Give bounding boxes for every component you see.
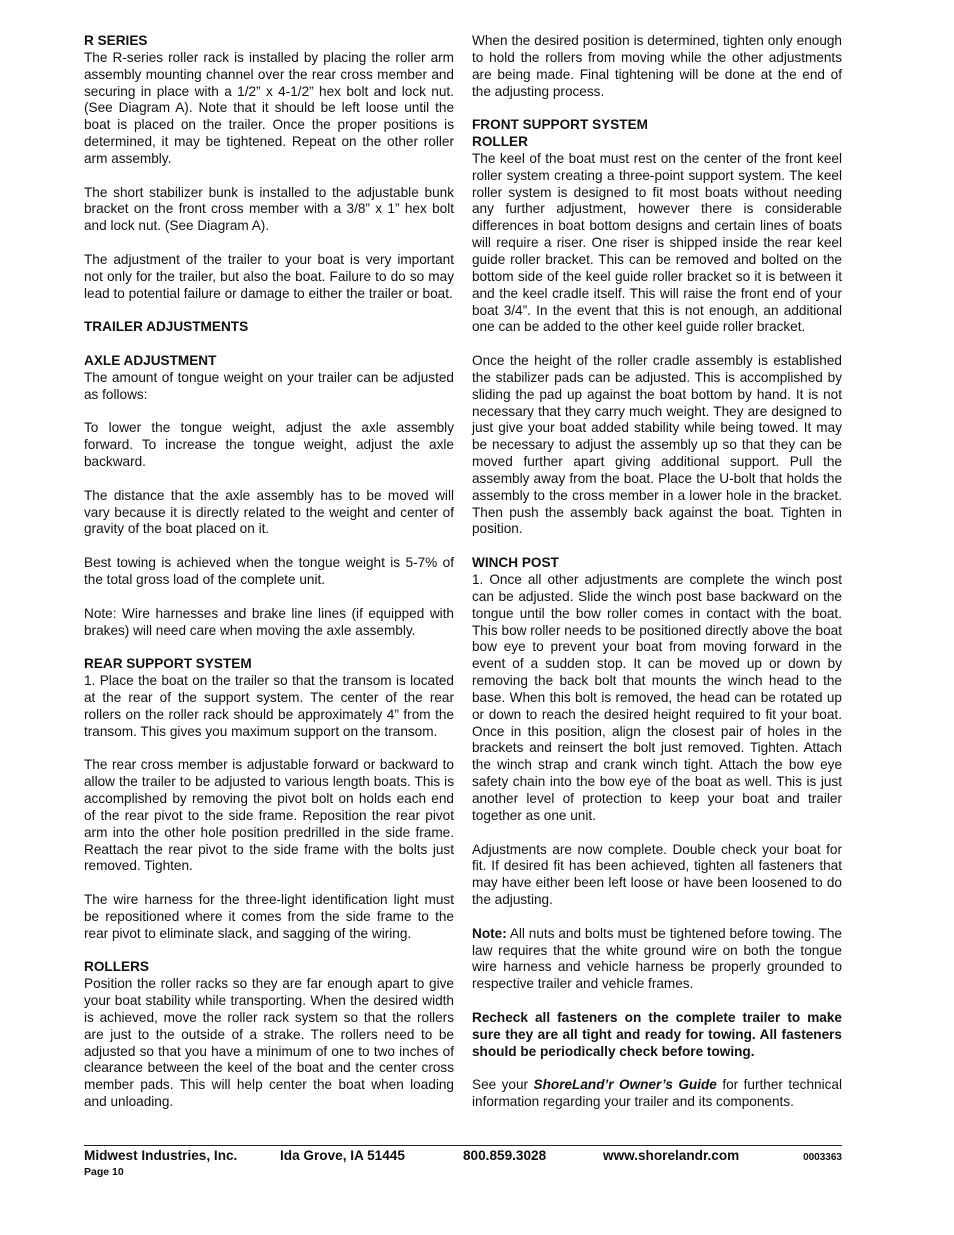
axle-paragraph-3: The distance that the axle assembly has to be moved will vary because it is directly related to the weight and center of gravity of the boat placed on it. [84,487,454,537]
axle-paragraph-1: The amount of tongue weight on your trailer can be adjusted as follows: [84,369,454,402]
rear-support-heading: REAR SUPPORT SYSTEM [84,656,252,672]
footer-company: Midwest Industries, Inc. [84,1148,238,1163]
rollers-heading: ROLLERS [84,959,149,975]
footer-doc-code: 0003363 [803,1152,842,1163]
r-series-paragraph-3: The adjustment of the trailer to your boat is very important not only for the trailer, but also the boat. Failure to do so may lead to potential failure or damage to either the trailer or boat. [84,251,454,301]
axle-paragraph-5: Note: Wire harnesses and brake line lines (if equipped with brakes) will need care when moving the axle assembly. [84,605,454,638]
winch-paragraph-2: Adjustments are now complete. Double check your boat for fit. If desired fit has been achieved, tighten all fasteners that may have either been left loose or have been loosened to do the adjusting. [472,841,842,908]
trailer-adjustments-heading: TRAILER ADJUSTMENTS [84,319,249,335]
see-post-text: for further technical information regarding your trailer and its components. [472,1077,842,1110]
page-number: Page 10 [84,1166,124,1178]
rear-support-paragraph-3: The wire harness for the three-light identification light must be repositioned where it comes from the side frame to the rear pivot to eliminate slack, and sagging of the wiring. [84,892,454,941]
footer-phone: 800.859.3028 [463,1148,547,1163]
see-pre-text: See your [472,1077,534,1093]
rollers-paragraph-1: Position the roller racks so they are far enough apart to give your boat stability while transporting. When the desired width is achieved, move the roller rack system so that the rollers are just to the outside of a strake. The rollers need to be adjusted so that you have a minimum of one to two inches of clearance between the keel of the boat and the center cross member pads. This will help center the boat when loading and unloading. [84,976,454,1110]
rear-support-paragraph-2: The rear cross member is adjustable forward or backward to allow the trailer to be adjusted to various length boats. This is accomplished by removing the pivot bolt on holds each end of the rear pivot to the side frame. Reposition the rear pivot arm into the other hole position predrilled in the side frame. Reattach the rear pivot to the side frame with the bolts just removed. Tighten. [84,757,454,874]
footer-city: Ida Grove, IA 51445 [280,1148,405,1163]
right-column [472,33,842,1111]
recheck-paragraph: Recheck all fasteners on the complete trailer to make sure they are all tight and ready for towing. All fasteners should be periodically check before towing. [472,1009,842,1059]
left-column [84,33,454,1111]
note-text: All nuts and bolts must be tightened before towing. The law requires that the white ground wire on both the tongue wire harness and vehicle harness be properly grounded to respective trailer and vehicle frames. [472,925,842,992]
r-series-paragraph-2: The short stabilizer bunk is installed to the adjustable bunk bracket on the front cross member with a 3/8” x 1” hex bolt and lock nut. (See Diagram A). [84,184,454,234]
winch-paragraph-1: 1. Once all other adjustments are complete the winch post can be adjusted. Slide the winch post base backward on the tongue until the bow roller comes in contact with the boat. This bow roller needs to be positioned directly above the boat bow eye to prevent your boat from moving forward in the event of a sudden stop. It can be moved up or down by removing the back bolt that mounts the winch head to the base. When this bolt is removed, the head can be rotated up or down to reach the desired height required to fit your boat. Once in this position, align the closest pair of holes in the brackets and reinsert the bolt just removed. Tighten. Attach the winch strap and crank winch tight. Attach the bow eye safety chain into the bow eye of the boat as well. This is just another level of protection to keep your boat and trailer together as one unit. [472,572,842,823]
front-support-paragraph-2: Once the height of the roller cradle assembly is established the stabilizer pads can be adjusted. This is accomplished by sliding the pad up against the boat bottom by hand. It is not necessary that they carry much weight. They are designed to just give your boat added stability while being towed. It may be necessary to adjust the assembly up so that they can be moved further apart giving additional support. Pull the assembly away from the boat. Place the U-bolt that holds the assembly to the cross member in a lower hole in the bracket. Then push the assembly back against the boat. Tighten in position. [472,353,842,537]
note-paragraph [472,926,842,993]
winch-post-heading: WINCH POST [472,555,559,571]
intro-paragraph: When the desired position is determined, tighten only enough to hold the rollers from moving while the other adjustments are being made. Final tightening will be done at the end of the adjusting process. [472,33,842,99]
footer-website: www.shorelandr.com [603,1148,740,1163]
see-guide-paragraph [472,1077,842,1111]
r-series-heading: R SERIES [84,33,148,48]
note-label: Note: [472,925,507,941]
front-support-heading: FRONT SUPPORT SYSTEM [472,117,648,133]
front-support-roller-heading: ROLLER [472,134,528,150]
axle-paragraph-4: Best towing is achieved when the tongue weight is 5-7% of the total gross load of the complete unit. [84,555,454,587]
front-support-paragraph-1: The keel of the boat must rest on the center of the front keel roller system creating a three-point support system. The keel roller system is designed to fit most boats without needing any further adjustment, however there is considerable differences in boat bottom designs and certain lines of boats will require a riser. One riser is shipped inside the rear keel guide roller bracket. This can be removed and bolted on the bottom side of the keel guide roller bracket so it is between it and the keel cradle itself. This will raise the front end of your boat 3/4”. In the event that this is not enough, an additional one can be added to the other keel guide roller bracket. [472,150,842,335]
footer-divider [84,1145,842,1146]
axle-adjustment-heading: AXLE ADJUSTMENT [84,353,217,369]
r-series-paragraph-1: The R-series roller rack is installed by placing the roller arm assembly mounting channel over the rear cross member and securing in place with a 1/2” x 4-1/2” hex bolt and lock nut. (See Diagram A). Note that it should be left loose until the boat is placed on the trailer. Once the proper positions is determined, it may be tightened. Repeat on the other roller arm assembly. [84,49,454,166]
owners-guide-title: ShoreLand’r Owner’s Guide [533,1077,717,1093]
axle-paragraph-2: To lower the tongue weight, adjust the axle assembly forward. To increase the tongue weight, adjust the axle backward. [84,420,454,470]
rear-support-paragraph-1: 1. Place the boat on the trailer so that the transom is located at the rear of the support system. The center of the rear rollers on the roller rack should be approximately 4” from the transom. This gives you maximum support on the transom. [84,673,454,739]
